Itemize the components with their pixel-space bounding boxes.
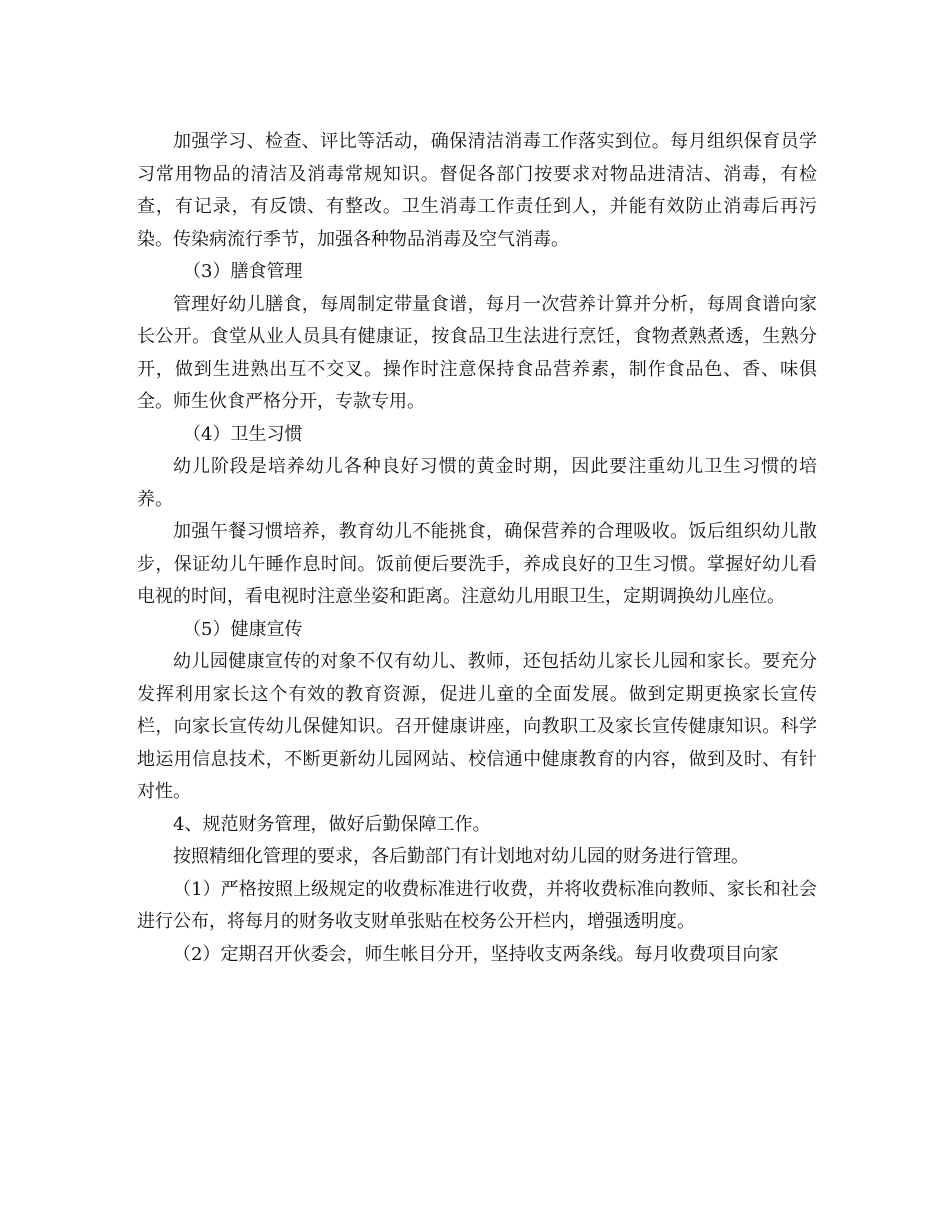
heading-hygiene-habits: （4）卫生习惯 — [183, 423, 303, 445]
paragraph-disinfection: 加强学习、检查、评比等活动，确保清洁消毒工作落实到位。每月组织保育员学习常用物品的清洁及消毒常规知识。督促各部门按要求对物品进清洁、消毒，有检查，有记录，有反馈、有整改。卫生消毒工作责任到人，并能有效防止消毒后再污染。传染病流行季节，加强各种物品消毒及空气消毒。 — [137, 131, 817, 250]
paragraph-hygiene-habits-detail: 加强午餐习惯培养，教育幼儿不能挑食，确保营养的合理吸收。饭后组织幼儿散步，保证幼儿午睡作息时间。饭前便后要洗手，养成良好的卫生习惯。掌握好幼儿看电视的时间，看电视时注意坐姿和距离。注意幼儿用眼卫生，定期调换幼儿座位。 — [137, 521, 817, 607]
heading-finance-management: 4、规范财务管理，做好后勤保障工作。 — [173, 813, 491, 835]
paragraph-hygiene-habits-intro: 幼儿阶段是培养幼儿各种良好习惯的黄金时期，因此要注重幼儿卫生习惯的培养。 — [137, 456, 817, 510]
paragraph-finance-item-1: （1）严格按照上级规定的收费标准进行收费，并将收费标准向教师、家长和社会进行公布，将每月的财务收支财单张贴在校务公开栏内，增强透明度。 — [137, 878, 817, 932]
paragraph-finance-item-2: （2）定期召开伙委会，师生帐目分开，坚持收支两条线。每月收费项目向家 — [173, 943, 779, 965]
document-body — [137, 126, 817, 971]
paragraph-diet-management: 管理好幼儿膳食，每周制定带量食谱，每月一次营养计算并分析，每周食谱向家长公开。食堂从业人员具有健康证，按食品卫生法进行烹饪，食物煮熟煮透，生熟分开，做到生进熟出互不交叉。操作时注意保持食品营养素，制作食品色、香、味俱全。师生伙食严格分开，专款专用。 — [137, 293, 817, 412]
heading-diet-management: （3）膳食管理 — [183, 261, 303, 282]
paragraph-health-promotion: 幼儿园健康宣传的对象不仅有幼儿、教师，还包括幼儿家长儿园和家长。要充分发挥利用家长这个有效的教育资源，促进儿童的全面发展。做到定期更换家长宣传栏，向家长宣传幼儿保健知识。召开健康讲座，向教职工及家长宣传健康知识。科学地运用信息技术，不断更新幼儿园网站、校信通中健康教育的内容，做到及时、有针对性。 — [137, 651, 817, 802]
paragraph-finance-intro: 按照精细化管理的要求，各后勤部门有计划地对幼儿园的财务进行管理。 — [173, 846, 749, 867]
heading-health-promotion: （5）健康宣传 — [183, 618, 303, 640]
